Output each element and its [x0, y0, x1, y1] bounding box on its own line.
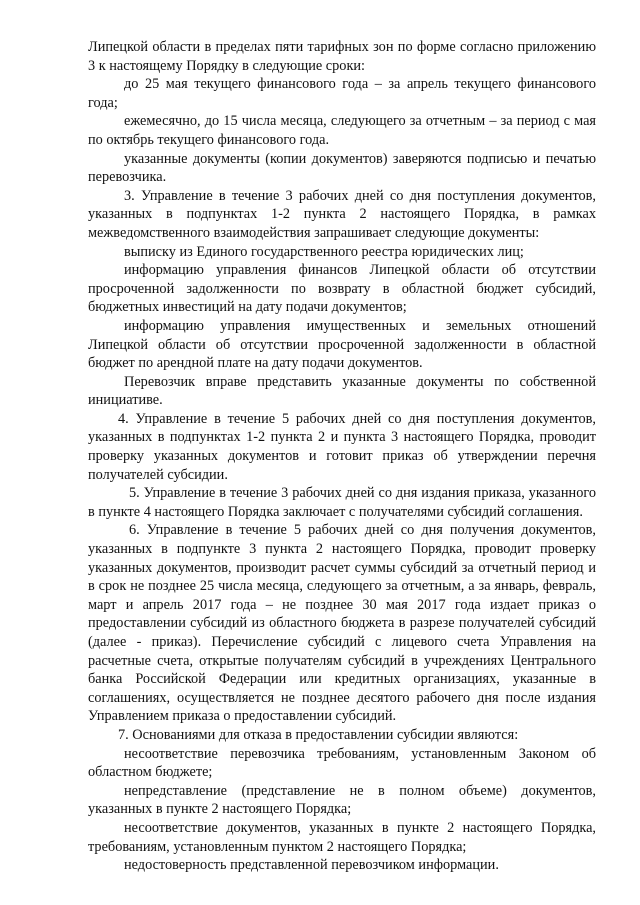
paragraph-refusal-false-info: недостоверность представленной перевозчиком информации. — [124, 857, 499, 874]
paragraph-deadline-april: до 25 мая текущего финансового года – за апрель текущего финансового года; — [88, 76, 596, 111]
paragraph-refusal-mismatch: несоответствие документов, указанных в пункте 2 настоящего Порядка, требованиям, установленным пунктом 2 настоящего Порядка; — [88, 819, 596, 855]
paragraph-item-4: 4. Управление в течение 5 рабочих дней со дня поступления документов, указанных в подпунктах 1-2 пункта 2 и пункта 3 настоящего Порядка, проводит проверку указанных документов и готовит приказ об утверждении перечня получателей субсидии. — [88, 410, 596, 483]
paragraph-item-6: 6. Управление в течение 5 рабочих дней со дня получения документов, указанных в подпункте 3 пункта 2 настоящего Порядка, проводит проверку указанных документов, производит расчет суммы субсидий за отчетный период и в срок не позднее 25 числа месяца, следующего за отчетным, а за январь, февраль, март и апрель 2017 года – не позднее 30 мая 2017 года издает приказ о предоставлении субсидий из областного бюджета в разрезе получателей субсидий (далее - приказ). Перечисление субсидий с лицевого счета Управления на расчетные счета, открытые получателям субсидий в учреждениях Центрального банка Российской Федерации или кредитных организациях, указанные в соглашениях, осуществляется не позднее десятого рабочего дня после издания Управлением приказа о предоставлении субсидий. — [88, 522, 596, 725]
paragraph-certification: указанные документы (копии документов) заверяются подписью и печатью перевозчика. — [88, 150, 596, 186]
paragraph-item-3: 3. Управление в течение 3 рабочих дней со дня поступления документов, указанных в подпунктах 1-2 пункта 2 настоящего Порядка, в рамках межведомственного взаимодействия запрашивает следующие документы: — [88, 187, 596, 241]
paragraph-finance-info: информацию управления финансов Липецкой области об отсутствии просроченной задолженности по возврату в областной бюджет субсидий, бюджетных инвестиций на дату подачи документов; — [88, 262, 596, 316]
paragraph-continuation: Липецкой области в пределах пяти тарифных зон по форме согласно приложению 3 к настоящему Порядку в следующие сроки: — [88, 39, 596, 74]
paragraph-property-info: информацию управления имущественных и земельных отношений Липецкой области об отсутствии просроченной задолженности в областной бюджет по арендной плате на дату подачи документов. — [88, 317, 596, 372]
paragraph-refusal-documents: непредставление (представление не в полном объеме) документов, указанных в пункте 2 настоящего Порядка; — [88, 782, 596, 818]
paragraph-deadline-monthly: ежемесячно, до 15 числа месяца, следующего за отчетным – за период с мая по октябрь текущего финансового года. — [88, 113, 596, 148]
paragraph-own-initiative: Перевозчик вправе представить указанные документы по собственной инициативе. — [88, 373, 596, 409]
paragraph-item-5: 5. Управление в течение 3 рабочих дней со дня издания приказа, указанного в пункте 4 настоящего Порядка заключает с получателями субсидий соглашения. — [88, 485, 596, 520]
document-page — [88, 38, 596, 875]
paragraph-refusal-requirements: несоответствие перевозчика требованиям, установленным Законом об областном бюджете; — [88, 745, 596, 781]
paragraph-registry-extract: выписку из Единого государственного реестра юридических лиц; — [124, 243, 524, 260]
paragraph-item-7: 7. Основаниями для отказа в предоставлении субсидии являются: — [118, 726, 519, 743]
